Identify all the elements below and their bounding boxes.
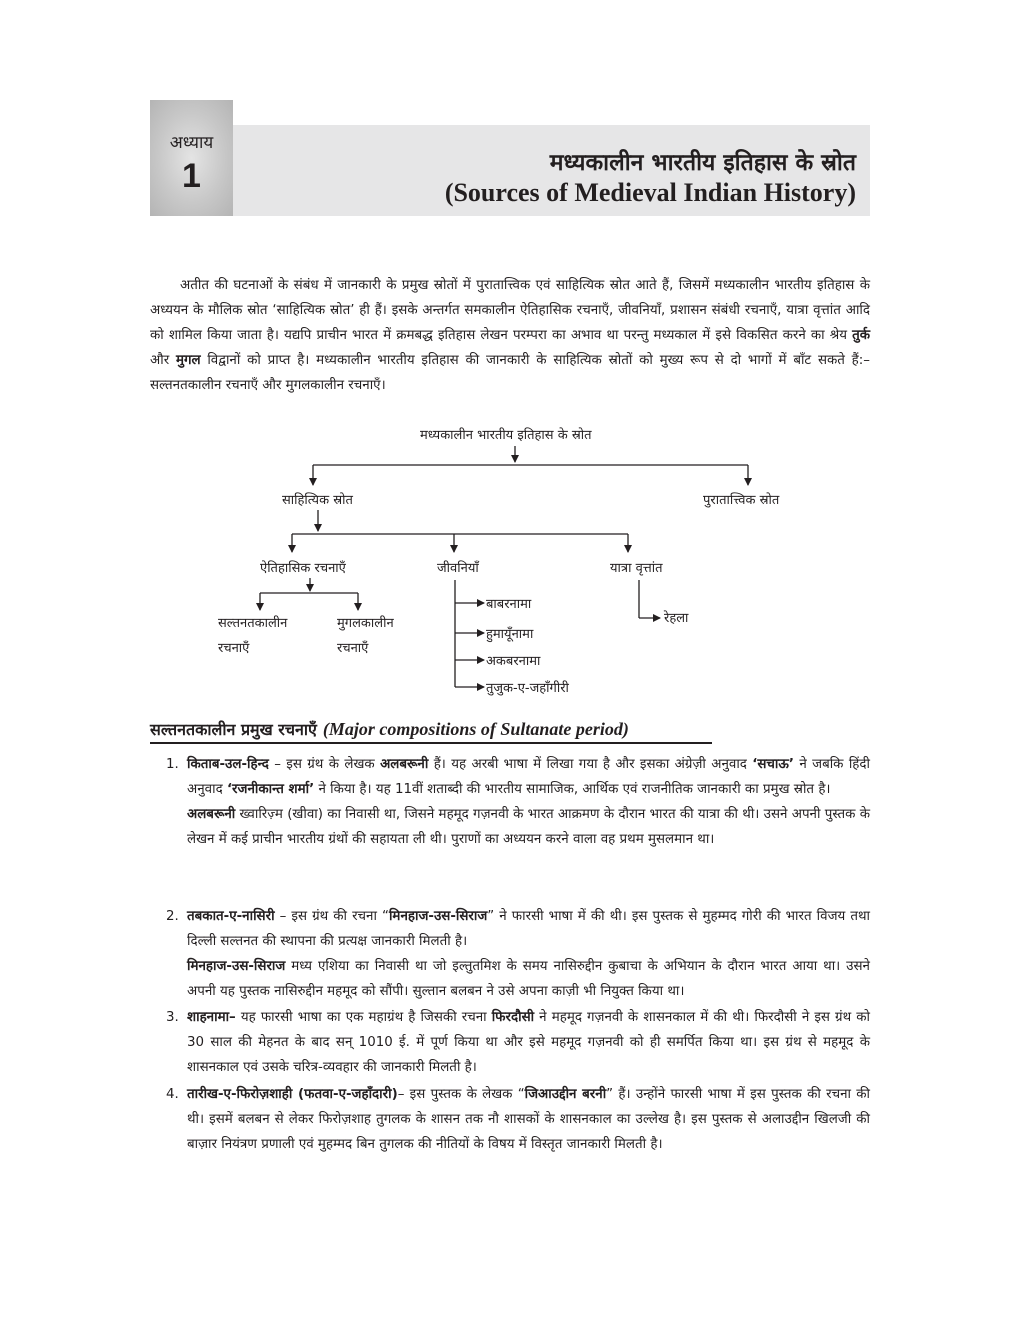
diagram-sultanate-works-l2: रचनाएँ — [218, 641, 250, 656]
diagram-mughal-works-l2: रचनाएँ — [337, 641, 369, 656]
diagram-humayunnama: हुमायूँनामा — [486, 627, 534, 642]
intro-bold-mughal: मुगल — [175, 353, 201, 368]
item-body — [187, 1005, 870, 1080]
item-number: 3. — [166, 1010, 179, 1025]
item-number: 4. — [166, 1087, 179, 1102]
chapter-number: 1 — [182, 157, 201, 195]
diagram-historical-works: ऐतिहासिक रचनाएँ — [260, 561, 346, 576]
section-heading — [150, 718, 712, 744]
diagram-sultanate-works-l1: सल्तनतकालीन — [218, 616, 288, 631]
diagram-akbarnama: अकबरनामा — [486, 654, 541, 669]
diagram-archaeological-sources: पुरातात्त्विक स्रोत — [703, 493, 780, 508]
list-item — [166, 1082, 870, 1157]
item-number: 1. — [166, 757, 179, 772]
item-text: यह फारसी भाषा का एक महाग्रंथ है जिसकी रचना — [235, 1010, 492, 1025]
chapter-title-english: (Sources of Medieval Indian History) — [444, 178, 856, 207]
item-body — [187, 752, 870, 802]
list-item — [166, 904, 870, 1004]
item-text: ने किया है। यह 11वीं शताब्दी की भारतीय सामाजिक, आर्थिक एवं राजनीतिक जानकारी का प्रमुख स्रोत है। — [314, 782, 831, 797]
item-sub-paragraph — [187, 802, 870, 852]
item-bold: फिरदौसी — [491, 1010, 535, 1025]
diagram-literary-sources: साहित्यिक स्रोत — [282, 493, 353, 508]
item-text: – इस ग्रंथ के लेखक — [268, 757, 381, 772]
item-number: 2. — [166, 909, 179, 924]
section-title-english: (Major compositions of Sultanate period) — [322, 719, 629, 739]
item-text: ” ने फारसी भाषा में की थी। इस पुस्तक से मुहम्मद गोरी की भारत विजय तथा दिल्ली सल्तनत की स्थापना की प्रत्यक्ष जानकारी मिलती है। — [187, 909, 871, 949]
intro-bold-turk: तुर्क — [852, 328, 870, 343]
chapter-title-hindi: मध्यकालीन भारतीय इतिहास के स्रोत — [549, 150, 856, 176]
item-bold: अलबरूनी — [187, 807, 236, 822]
item-body — [187, 904, 870, 954]
item-title: तबकात-ए-नासिरी — [187, 909, 275, 924]
intro-paragraph — [150, 273, 870, 398]
intro-text-1: अतीत की घटनाओं के संबंध में जानकारी के प्रमुख स्रोतों में पुरातात्त्विक एवं साहित्यिक स्रोत आते हैं, जिसमें मध्यकालीन भारतीय इतिहास के अध्ययन के मौलिक स्रोत ‘साहित्यिक स्रोत’ ही हैं। इसके अन्तर्गत समकालीन ऐतिहासिक रचनाएँ, जीवनियाँ, प्रशासन संबंधी रचनाएँ, यात्रा वृत्तांत आदि को शामिल किया जाता है। यद्यपि प्राचीन भारत में क्रमबद्ध इतिहास लेखन परम्परा का अभाव था परन्तु मध्यकाल में इसे विकसित करने का श्रेय — [150, 278, 870, 343]
diagram-travelogues: यात्रा वृत्तांत — [610, 561, 663, 576]
item-bold: ‘रजनीकान्त शर्मा’ — [226, 782, 315, 797]
item-text: ने जबकि हिंदी अनुवाद — [187, 757, 870, 797]
item-text: ” हैं। उन्होंने फारसी भाषा में इस पुस्तक की रचना की थी। इसमें बलबन से लेकर फिरोज़शाह तुगलक के शासन तक नौ शासकों के शासनकाल का उल्लेख है। इस पुस्तक से अलाउद्दीन खिलजी की बाज़ार नियंत्रण प्रणाली एवं मुहम्मद बिन तुगलक की नीतियों के विषय में विस्तृत जानकारी मिलती है। — [187, 1087, 870, 1152]
list-item — [166, 752, 870, 852]
item-bold: मिनहाज-उस-सिराज — [388, 909, 488, 924]
item-text: ने महमूद गज़नवी के शासनकाल में की थी। फिरदौसी ने इस ग्रंथ को 30 साल की मेहनत के बाद सन् 1010 ई. में पूर्ण किया था और इसे महमूद गज़नवी को ही समर्पित किया था। इस ग्रंथ से महमूद के शासनकाल एवं उसके चरित्र-व्यवहार की जानकारी मिलती है। — [187, 1010, 871, 1075]
diagram-baburnama: बाबरनामा — [486, 597, 532, 612]
diagram-root: मध्यकालीन भारतीय इतिहास के स्रोत — [420, 428, 592, 443]
item-bold: ‘सचाऊ’ — [752, 757, 794, 772]
diagram-tuzuk-e-jahangiri: तुजुक-ए-जहाँगीरी — [486, 681, 569, 696]
item-bold: मिनहाज-उस-सिराज — [187, 959, 286, 974]
chapter-label: अध्याय — [169, 133, 214, 153]
item-title: किताब-उल-हिन्द — [187, 757, 269, 772]
item-text: ख्वारिज़्म (खीवा) का निवासी था, जिसने महमूद गज़नवी के भारत आक्रमण के दौरान भारत की यात्रा की थी। उसने अपनी पुस्तक के लेखन में कई प्राचीन भारतीय ग्रंथों की सहायता ली थी। पुराणों का अध्ययन करने वाला वह प्रथम मुसलमान था। — [187, 807, 870, 847]
item-text: – इस ग्रंथ की रचना “ — [274, 909, 389, 924]
intro-text-2: और — [150, 353, 176, 368]
diagram-rehla: रेहला — [664, 611, 689, 626]
diagram-biographies: जीवनियाँ — [437, 561, 479, 576]
item-sub-paragraph — [187, 954, 870, 1004]
item-bold: जिआउद्दीन बरनी — [524, 1087, 607, 1102]
intro-text-3: विद्वानों को प्राप्त है। मध्यकालीन भारतीय इतिहास की जानकारी के साहित्यिक स्रोतों को मुख्य रूप से दो भागों में बाँट सकते हैं:– सल्तनतकालीन रचनाएँ और मुगलकालीन रचनाएँ। — [150, 353, 870, 393]
section-title-hindi: सल्तनतकालीन प्रमुख रचनाएँ — [150, 720, 317, 739]
item-text: हैं। यह अरबी भाषा में लिखा गया है और इसका अंग्रेज़ी अनुवाद — [428, 757, 753, 772]
item-body — [187, 1082, 870, 1157]
item-text: मध्य एशिया का निवासी था जो इल्तुतमिश के समय नासिरुद्दीन कुबाचा के अभियान के दौरान भारत आया था। उसने अपनी यह पुस्तक नासिरुद्दीन महमूद को सौंपी। सुल्तान बलबन ने उसे अपना काज़ी भी नियुक्त किया था। — [187, 959, 870, 999]
chapter-title-band — [233, 125, 870, 216]
diagram-mughal-works-l1: मुगलकालीन — [337, 616, 394, 631]
item-bold: अलबरूनी — [380, 757, 429, 772]
item-text: – इस पुस्तक के लेखक “ — [397, 1087, 525, 1102]
item-title: शाहनामा– — [187, 1010, 236, 1025]
item-title: तारीख-ए-फिरोज़शाही (फतवा-ए-जहाँदारी) — [187, 1087, 398, 1102]
list-item — [166, 1005, 870, 1080]
chapter-number-box — [150, 100, 233, 216]
